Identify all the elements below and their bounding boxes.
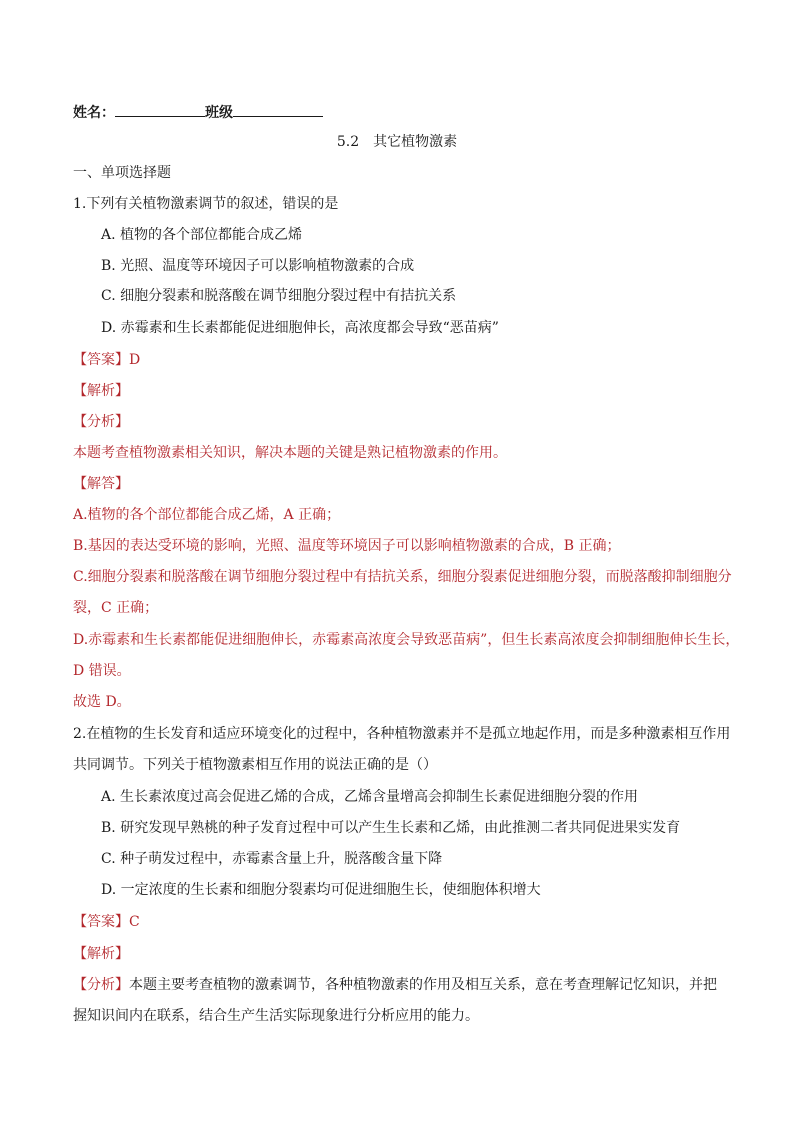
q1-jieda-label: 【解答】 <box>73 476 129 492</box>
q2-option-a: A. 生长素浓度过高会促进乙烯的合成，乙烯含量增高会抑制生长素促进细胞分裂的作用 <box>101 789 639 805</box>
q2-fenxi-line1 <box>73 975 717 995</box>
q1-jieda-line: D.赤霉素和生长素都能促进细胞伸长，赤霉素高浓度会导致恶苗病”，但生长素高浓度会抑制细胞伸长生长， <box>73 632 740 648</box>
class-blank[interactable] <box>233 102 323 117</box>
question-1-stem: 1.下列有关植物激素调节的叙述，错误的是 <box>73 196 339 212</box>
q1-jieda-line: B.基因的表达受环境的影响，光照、温度等环境因子可以影响植物激素的合成，B 正确； <box>73 538 621 554</box>
q2-option-b: B. 研究发现早熟桃的种子发育过程中可以产生生长素和乙烯，由此推测二者共同促进果实发育 <box>101 820 681 836</box>
q2-fenxi-text: 本题主要考查植物的激素调节，各种植物激素的作用及相互关系，意在考查理解记忆知识，并把 <box>129 977 717 993</box>
question-2-stem-line2: 共同调节。下列关于植物激素相互作用的说法正确的是（） <box>73 757 437 773</box>
q1-jieda-line: D 错误。 <box>73 663 131 679</box>
q1-option-d: D. 赤霉素和生长素都能促进细胞伸长，高浓度都会导致“恶苗病” <box>101 320 499 336</box>
q1-option-b: B. 光照、温度等环境因子可以影响植物激素的合成 <box>101 258 415 274</box>
name-blank[interactable] <box>115 102 205 117</box>
q1-fenxi-label: 【分析】 <box>73 414 129 430</box>
class-label: 班级 <box>205 105 233 121</box>
q2-answer: 【答案】C <box>73 914 140 930</box>
q1-jieda-line: 裂，C 正确； <box>73 600 159 616</box>
q2-option-c: C. 种子萌发过程中，赤霉素含量上升，脱落酸含量下降 <box>101 851 443 867</box>
q1-fenxi-text: 本题考查植物激素相关知识，解决本题的关键是熟记植物激素的作用。 <box>73 445 507 461</box>
q1-jieda-line: C.细胞分裂素和脱落酸在调节细胞分裂过程中有拮抗关系，细胞分裂素促进细胞分裂，而脱落酸抑制细胞分 <box>73 569 732 585</box>
q1-conclusion: 故选 D。 <box>73 694 131 710</box>
q1-analysis-label: 【解析】 <box>73 383 129 399</box>
name-label: 姓名： <box>73 105 115 121</box>
question-2-stem-line1: 2.在植物的生长发育和适应环境变化的过程中，各种植物激素并不是孤立地起作用，而是多种激素相互作用 <box>73 726 731 742</box>
q1-option-a: A. 植物的各个部位都能合成乙烯 <box>101 227 303 243</box>
q2-analysis-label: 【解析】 <box>73 946 129 962</box>
page-title: 5.2 其它植物激素 <box>336 134 458 150</box>
q2-fenxi-line2: 握知识间内在联系，结合生产生活实际现象进行分析应用的能力。 <box>73 1008 479 1024</box>
q2-fenxi-label: 【分析】 <box>73 977 129 993</box>
q1-answer: 【答案】D <box>73 352 141 368</box>
q2-option-d: D. 一定浓度的生长素和细胞分裂素均可促进细胞生长，使细胞体积增大 <box>101 882 541 898</box>
name-class-line <box>73 102 323 123</box>
section-heading: 一、单项选择题 <box>73 165 171 181</box>
q1-option-c: C. 细胞分裂素和脱落酸在调节细胞分裂过程中有拮抗关系 <box>101 288 457 304</box>
q1-jieda-line: A.植物的各个部位都能合成乙烯，A 正确； <box>73 507 341 523</box>
